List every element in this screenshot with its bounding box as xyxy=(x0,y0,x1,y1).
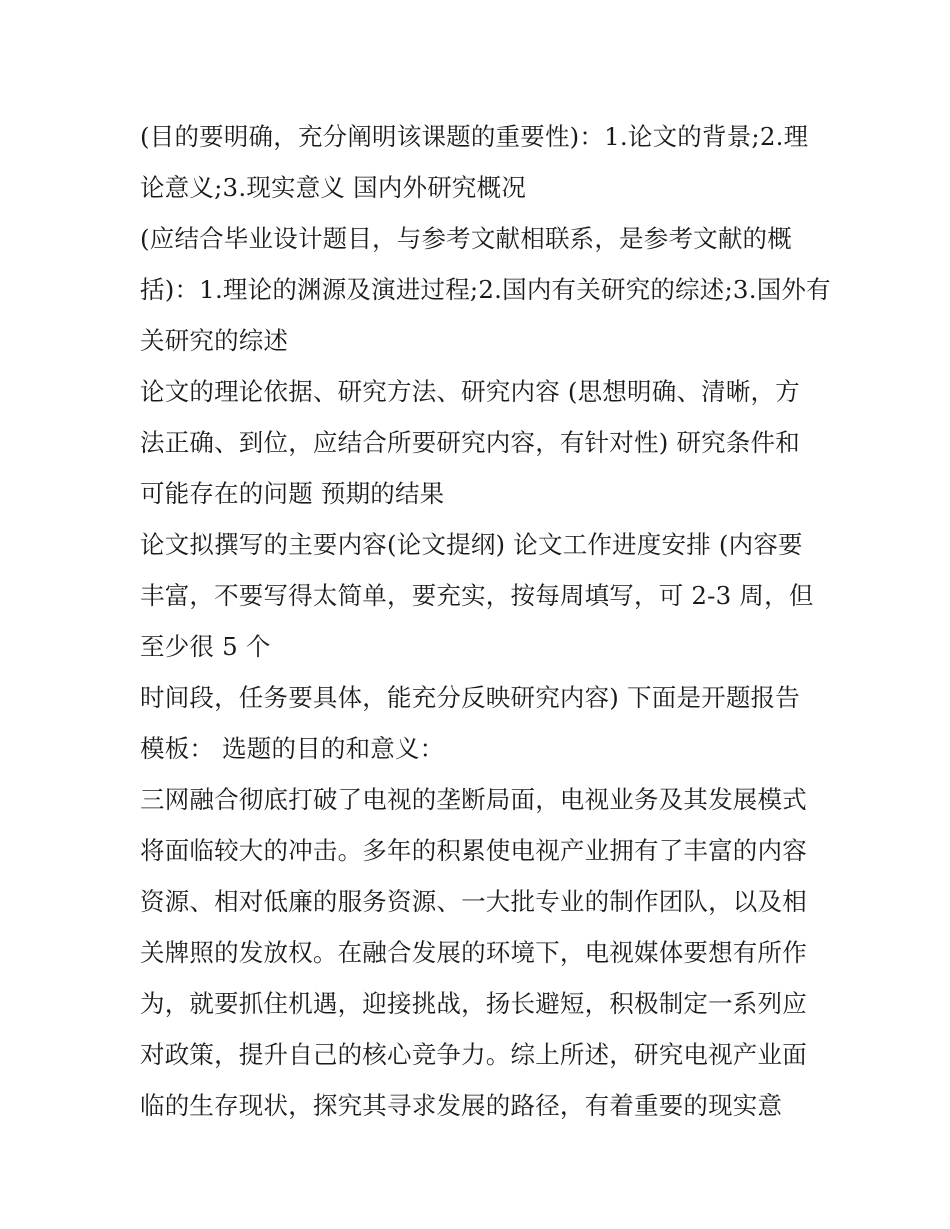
text-line: 论文拟撰写的主要内容(论文提纲) 论文工作进度安排 (内容要 xyxy=(140,530,803,559)
text-line: 可能存在的问题 预期的结果 xyxy=(140,479,445,508)
text-line: 关牌照的发放权。在融合发展的环境下，电视媒体要想有所作 xyxy=(140,938,807,967)
text-line: 将面临较大的冲击。多年的积累使电视产业拥有了丰富的内容 xyxy=(140,836,807,865)
text-line: 至少很 5 个 xyxy=(140,632,271,661)
text-line: 论文的理论依据、研究方法、研究内容 (思想明确、清晰，方 xyxy=(140,377,800,406)
text-line: 为，就要抓住机遇，迎接挑战，扬长避短，积极制定一系列应 xyxy=(140,989,807,1018)
text-line: 三网融合彻底打破了电视的垄断局面，电视业务及其发展模式 xyxy=(140,785,807,814)
text-line: 论意义;3.现实意义 国内外研究概况 xyxy=(140,173,527,202)
text-line: 丰富，不要写得太简单，要充实，按每周填写，可 2-3 周，但 xyxy=(140,581,814,610)
text-line: 括)：1.理论的渊源及演进过程;2.国内有关研究的综述;3.国外有 xyxy=(140,275,831,304)
text-line: 模板： 选题的目的和意义： xyxy=(140,734,445,763)
text-line: 法正确、到位，应结合所要研究内容，有针对性) 研究条件和 xyxy=(140,428,800,457)
text-line: 关研究的综述 xyxy=(140,326,289,355)
text-line: (目的要明确，充分阐明该课题的重要性)：1.论文的背景;2.理 xyxy=(140,122,809,151)
text-line: 对政策，提升自己的核心竞争力。综上所述，研究电视产业面 xyxy=(140,1040,807,1069)
text-line: 临的生存现状，探究其寻求发展的路径，有着重要的现实意 xyxy=(140,1091,783,1120)
text-line: (应结合毕业设计题目，与参考文献相联系，是参考文献的概 xyxy=(140,224,792,253)
document-body xyxy=(140,111,831,1131)
text-line: 资源、相对低廉的服务资源、一大批专业的制作团队，以及相 xyxy=(140,887,807,916)
text-line: 时间段，任务要具体，能充分反映研究内容) 下面是开题报告 xyxy=(140,683,800,712)
